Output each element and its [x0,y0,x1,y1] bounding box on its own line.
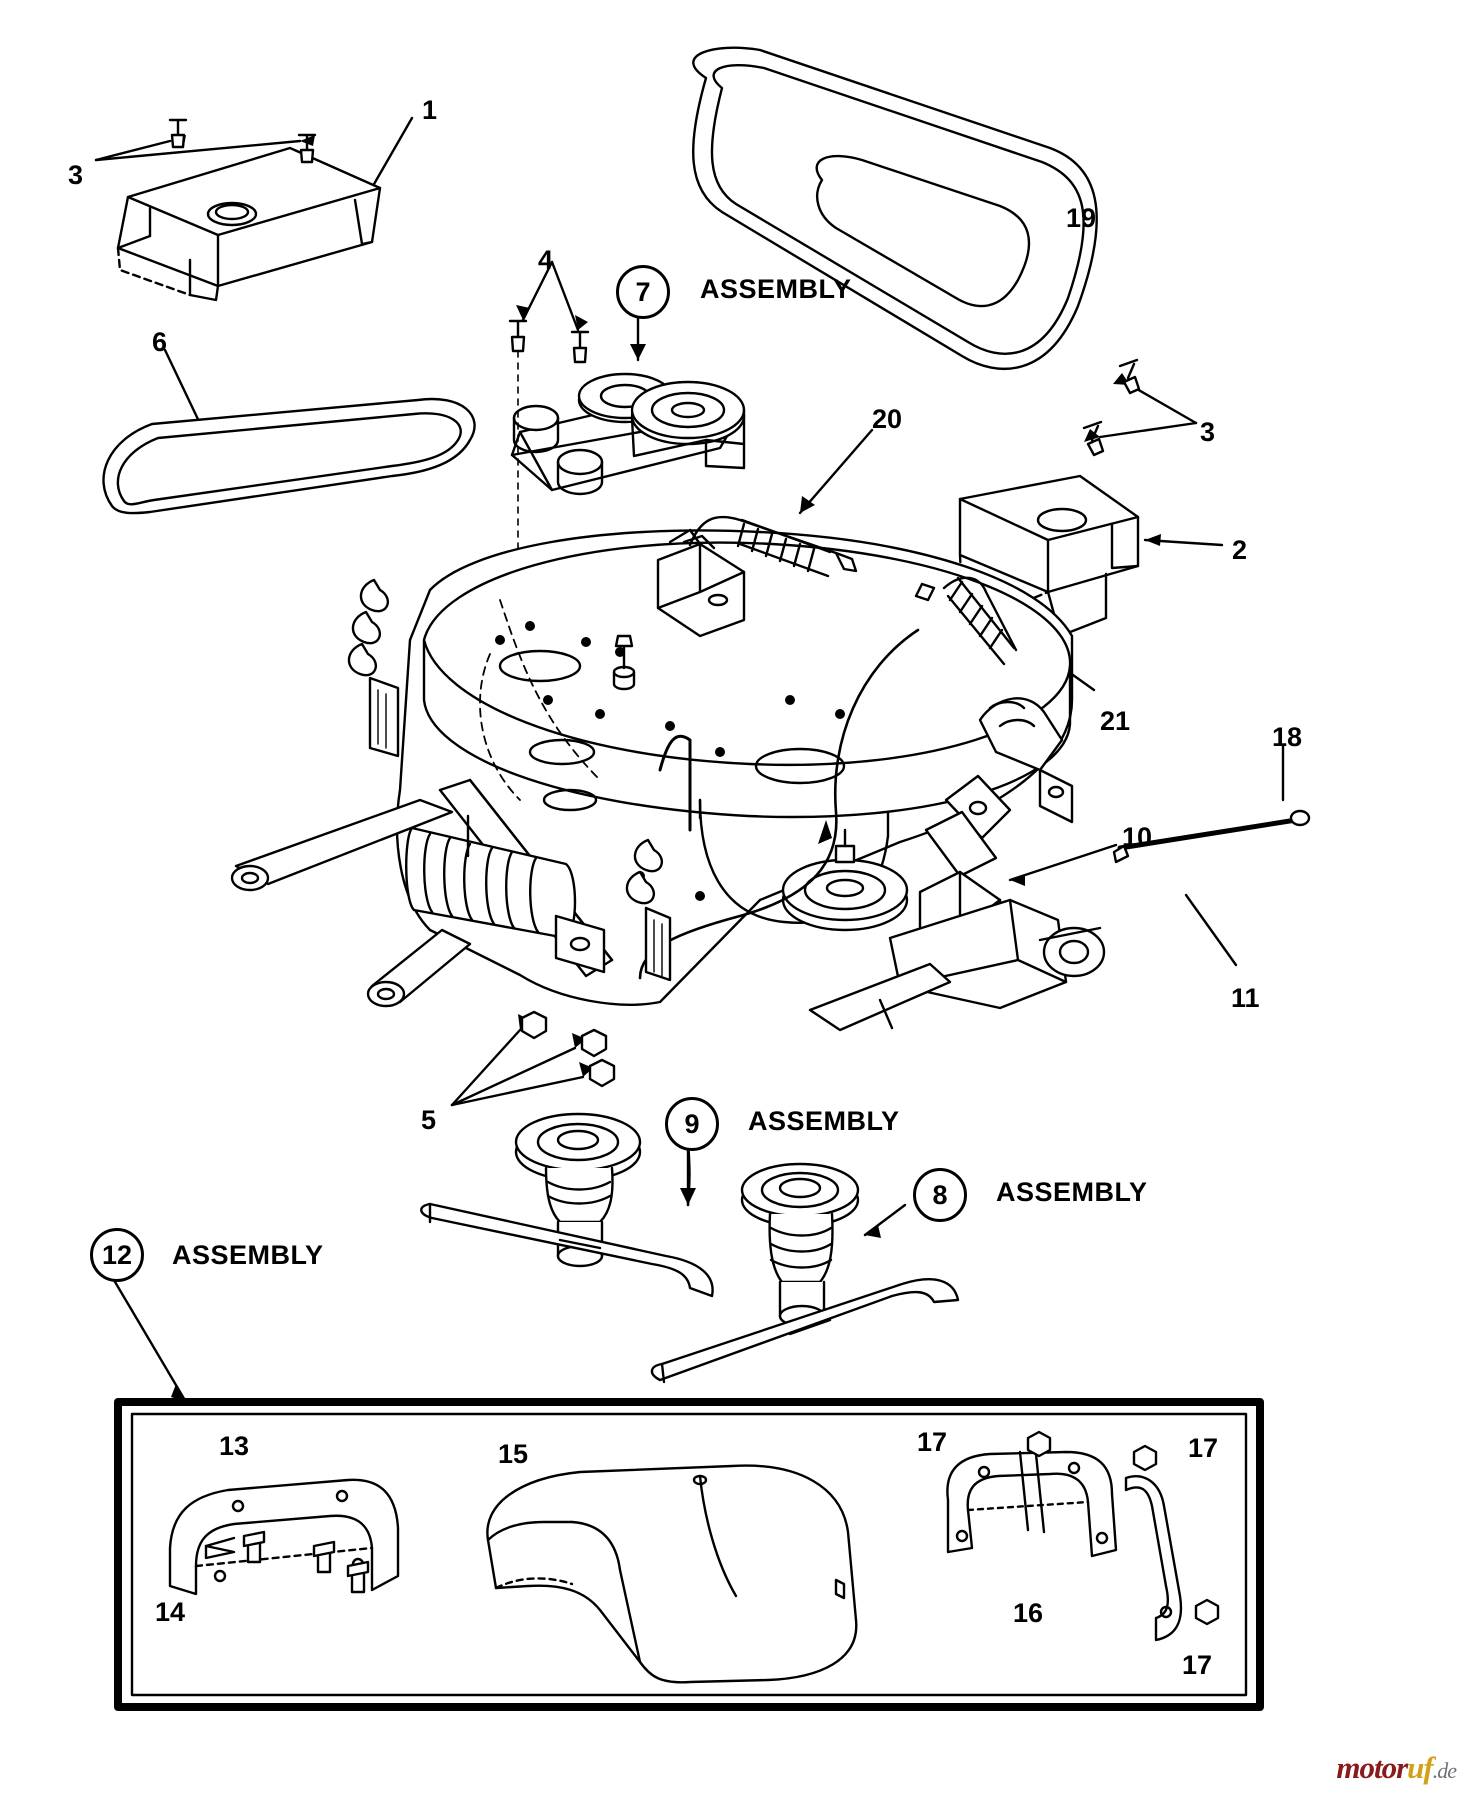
callout-4: 4 [538,245,554,275]
callout-6: 6 [152,327,168,357]
callout-18: 18 [1272,722,1303,752]
watermark [1336,1750,1456,1786]
assembly-label-9: ASSEMBLY [748,1106,900,1136]
callout-3-right: 3 [1200,417,1216,447]
callout-2: 2 [1232,535,1248,565]
watermark-motor: motor [1336,1750,1408,1785]
callout-19: 19 [1066,203,1097,233]
assembly-marker-12: 12 [90,1228,144,1282]
screws-right [1084,360,1139,455]
part-short-belt [103,399,474,513]
assembly-marker-9: 9 [665,1097,719,1151]
callout-20: 20 [872,404,903,434]
callout-15: 15 [498,1439,529,1469]
callout-5: 5 [421,1105,437,1135]
leader-11 [1186,895,1236,965]
assembly-label-7: ASSEMBLY [700,274,852,304]
nuts-5 [522,1012,614,1086]
watermark-uf: uf [1407,1750,1433,1785]
leader-3b [1130,385,1196,423]
callout-3-left: 3 [68,160,84,190]
assembly-marker-7: 7 [616,265,670,319]
callout-17-b: 17 [1188,1433,1219,1463]
watermark-de: .de [1432,1758,1456,1783]
leader-20 [800,430,872,513]
leader-12 [108,1270,186,1402]
part-spindle-blade-left [421,1114,712,1296]
assembly-marker-8: 8 [913,1168,967,1222]
assembly-label-12: ASSEMBLY [172,1240,324,1270]
callout-13: 13 [219,1431,250,1461]
callout-17-c: 17 [1182,1650,1213,1680]
deck-chain-left [349,580,398,756]
callout-11: 11 [1231,983,1260,1013]
callout-21: 21 [1100,706,1131,736]
part-idler-assembly [512,374,744,494]
assembly-label-8: ASSEMBLY [996,1177,1148,1207]
callout-17-a: 17 [917,1427,948,1457]
part-long-belt [693,48,1097,369]
callout-14: 14 [155,1597,186,1627]
part-left-belt-cover [118,148,380,300]
callout-16: 16 [1013,1598,1044,1628]
leader-10 [1010,845,1116,880]
callout-10: 10 [1122,822,1153,852]
callout-1: 1 [422,95,438,125]
